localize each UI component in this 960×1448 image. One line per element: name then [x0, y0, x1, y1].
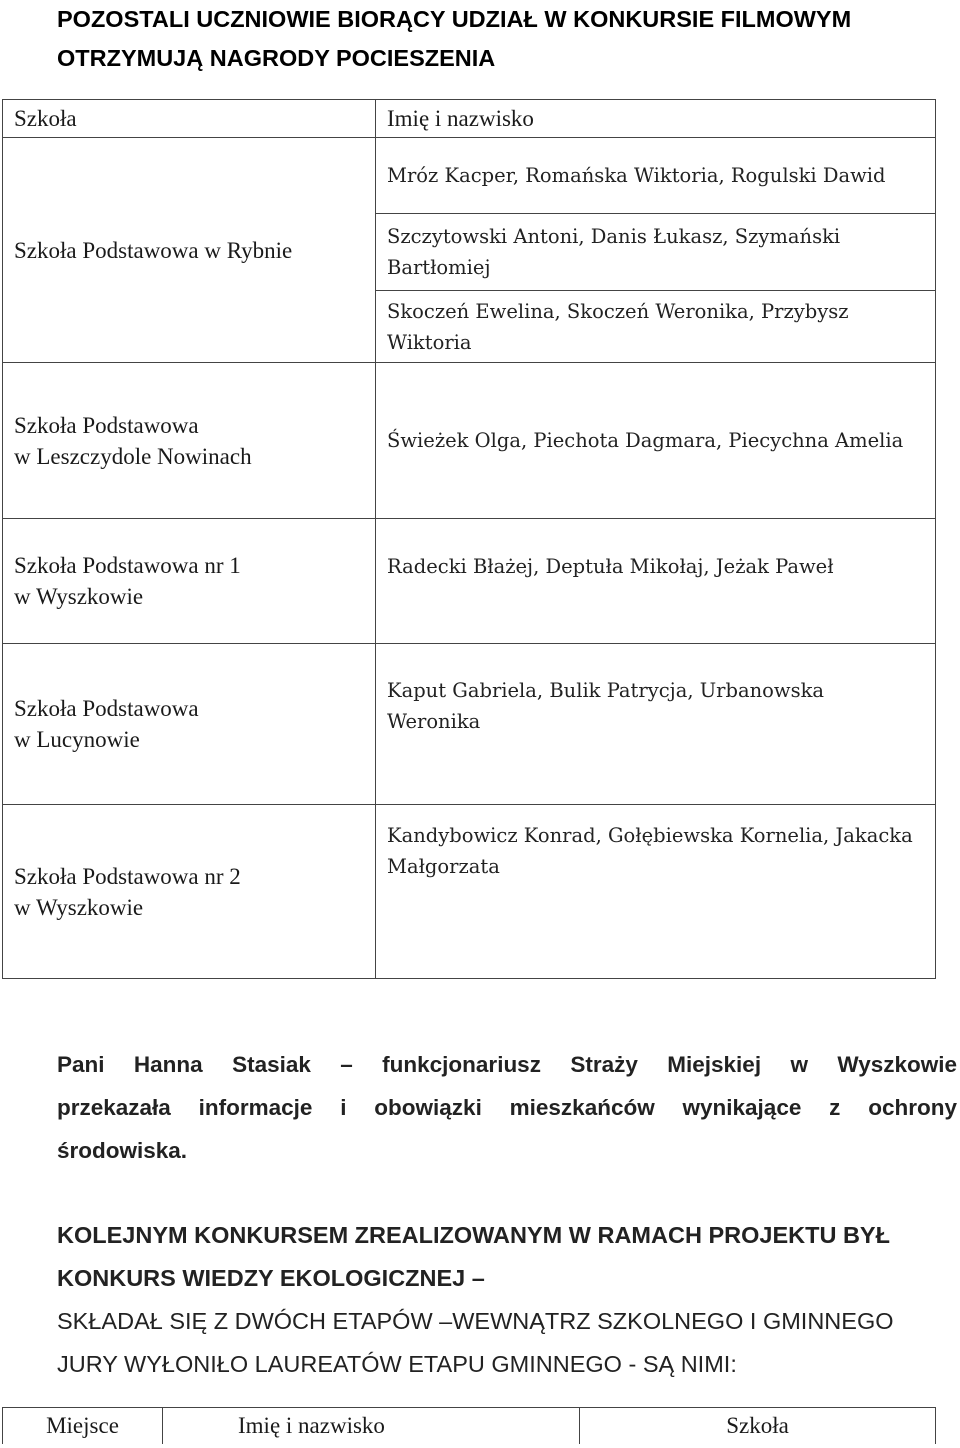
- paragraph-line: środowiska.: [57, 1138, 188, 1163]
- school-cell: [3, 644, 376, 805]
- names-cell: Skoczeń Ewelina, Skoczeń Weronika, Przybysz Wiktoria: [376, 291, 936, 363]
- heading-line-2: OTRZYMUJĄ NAGRODY POCIESZENIA: [57, 45, 496, 71]
- announcement-line: SKŁADAŁ SIĘ Z DWÓCH ETAPÓW –WEWNĄTRZ SZKOLNEGO I GMINNEGO: [57, 1308, 894, 1334]
- column-header-school: Szkoła: [580, 1408, 936, 1445]
- table-row: [3, 805, 936, 979]
- info-paragraph: [57, 1043, 957, 1172]
- table-header-row: [3, 100, 936, 138]
- table-row: [3, 644, 936, 805]
- page-heading: [57, 0, 952, 78]
- school-name-line: Szkoła Podstawowa nr 1: [14, 553, 241, 578]
- school-name-line: w Wyszkowie: [14, 894, 144, 920]
- column-header-place: Miejsce: [3, 1408, 163, 1445]
- table-row: [3, 138, 936, 214]
- results-table: [2, 1407, 936, 1444]
- names-cell: Radecki Błażej, Deptuła Mikołaj, Jeżak Paweł: [376, 519, 936, 644]
- table-header-row: [3, 1408, 936, 1445]
- school-name-line: Szkoła Podstawowa nr 2: [14, 863, 241, 889]
- school-name-line: w Leszczydole Nowinach: [14, 443, 252, 469]
- names-cell: Mróz Kacper, Romańska Wiktoria, Rogulski Dawid: [376, 138, 936, 214]
- school-cell: [3, 363, 376, 519]
- names-cell: Kandybowicz Konrad, Gołębiewska Kornelia, Jakacka Małgorzata: [376, 805, 936, 979]
- names-cell: Świeżek Olga, Piechota Dagmara, Piecychna Amelia: [376, 363, 936, 519]
- school-cell: [3, 138, 376, 363]
- contest-announcement: [57, 1214, 957, 1386]
- school-cell: [3, 805, 376, 979]
- school-name-line: w Lucynowie: [14, 727, 140, 752]
- column-header-names: Imię i nazwisko: [376, 100, 936, 138]
- announcement-line: KONKURS WIEDZY EKOLOGICZNEJ –: [57, 1265, 485, 1291]
- announcement-line: JURY WYŁONIŁO LAUREATÓW ETAPU GMINNEGO - SĄ NIMI:: [57, 1351, 737, 1377]
- column-header-school: Szkoła: [3, 100, 376, 138]
- school-name-line: w Wyszkowie: [14, 584, 144, 609]
- school-name-line: Szkoła Podstawowa: [14, 412, 199, 438]
- school-cell: [3, 519, 376, 644]
- column-header-name: Imię i nazwisko: [163, 1408, 580, 1445]
- paragraph-line: Pani Hanna Stasiak – funkcjonariusz Straży Miejskiej w Wyszkowie: [57, 1052, 957, 1077]
- names-cell: Kaput Gabriela, Bulik Patrycja, Urbanowska Weronika: [376, 644, 936, 805]
- table-row: [3, 363, 936, 519]
- paragraph-line: przekazała informacje i obowiązki mieszkańców wynikające z ochrony: [57, 1095, 957, 1120]
- heading-line-1: POZOSTALI UCZNIOWIE BIORĄCY UDZIAŁ W KONKURSIE FILMOWYM: [57, 6, 852, 32]
- table-row: [3, 519, 936, 644]
- school-name: Szkoła Podstawowa w Rybnie: [14, 237, 293, 263]
- winners-table: [2, 99, 936, 979]
- names-cell: Szczytowski Antoni, Danis Łukasz, Szymański Bartłomiej: [376, 214, 936, 291]
- school-name-line: Szkoła Podstawowa: [14, 696, 199, 721]
- announcement-line: KOLEJNYM KONKURSEM ZREALIZOWANYM W RAMACH PROJEKTU BYŁ: [57, 1222, 890, 1248]
